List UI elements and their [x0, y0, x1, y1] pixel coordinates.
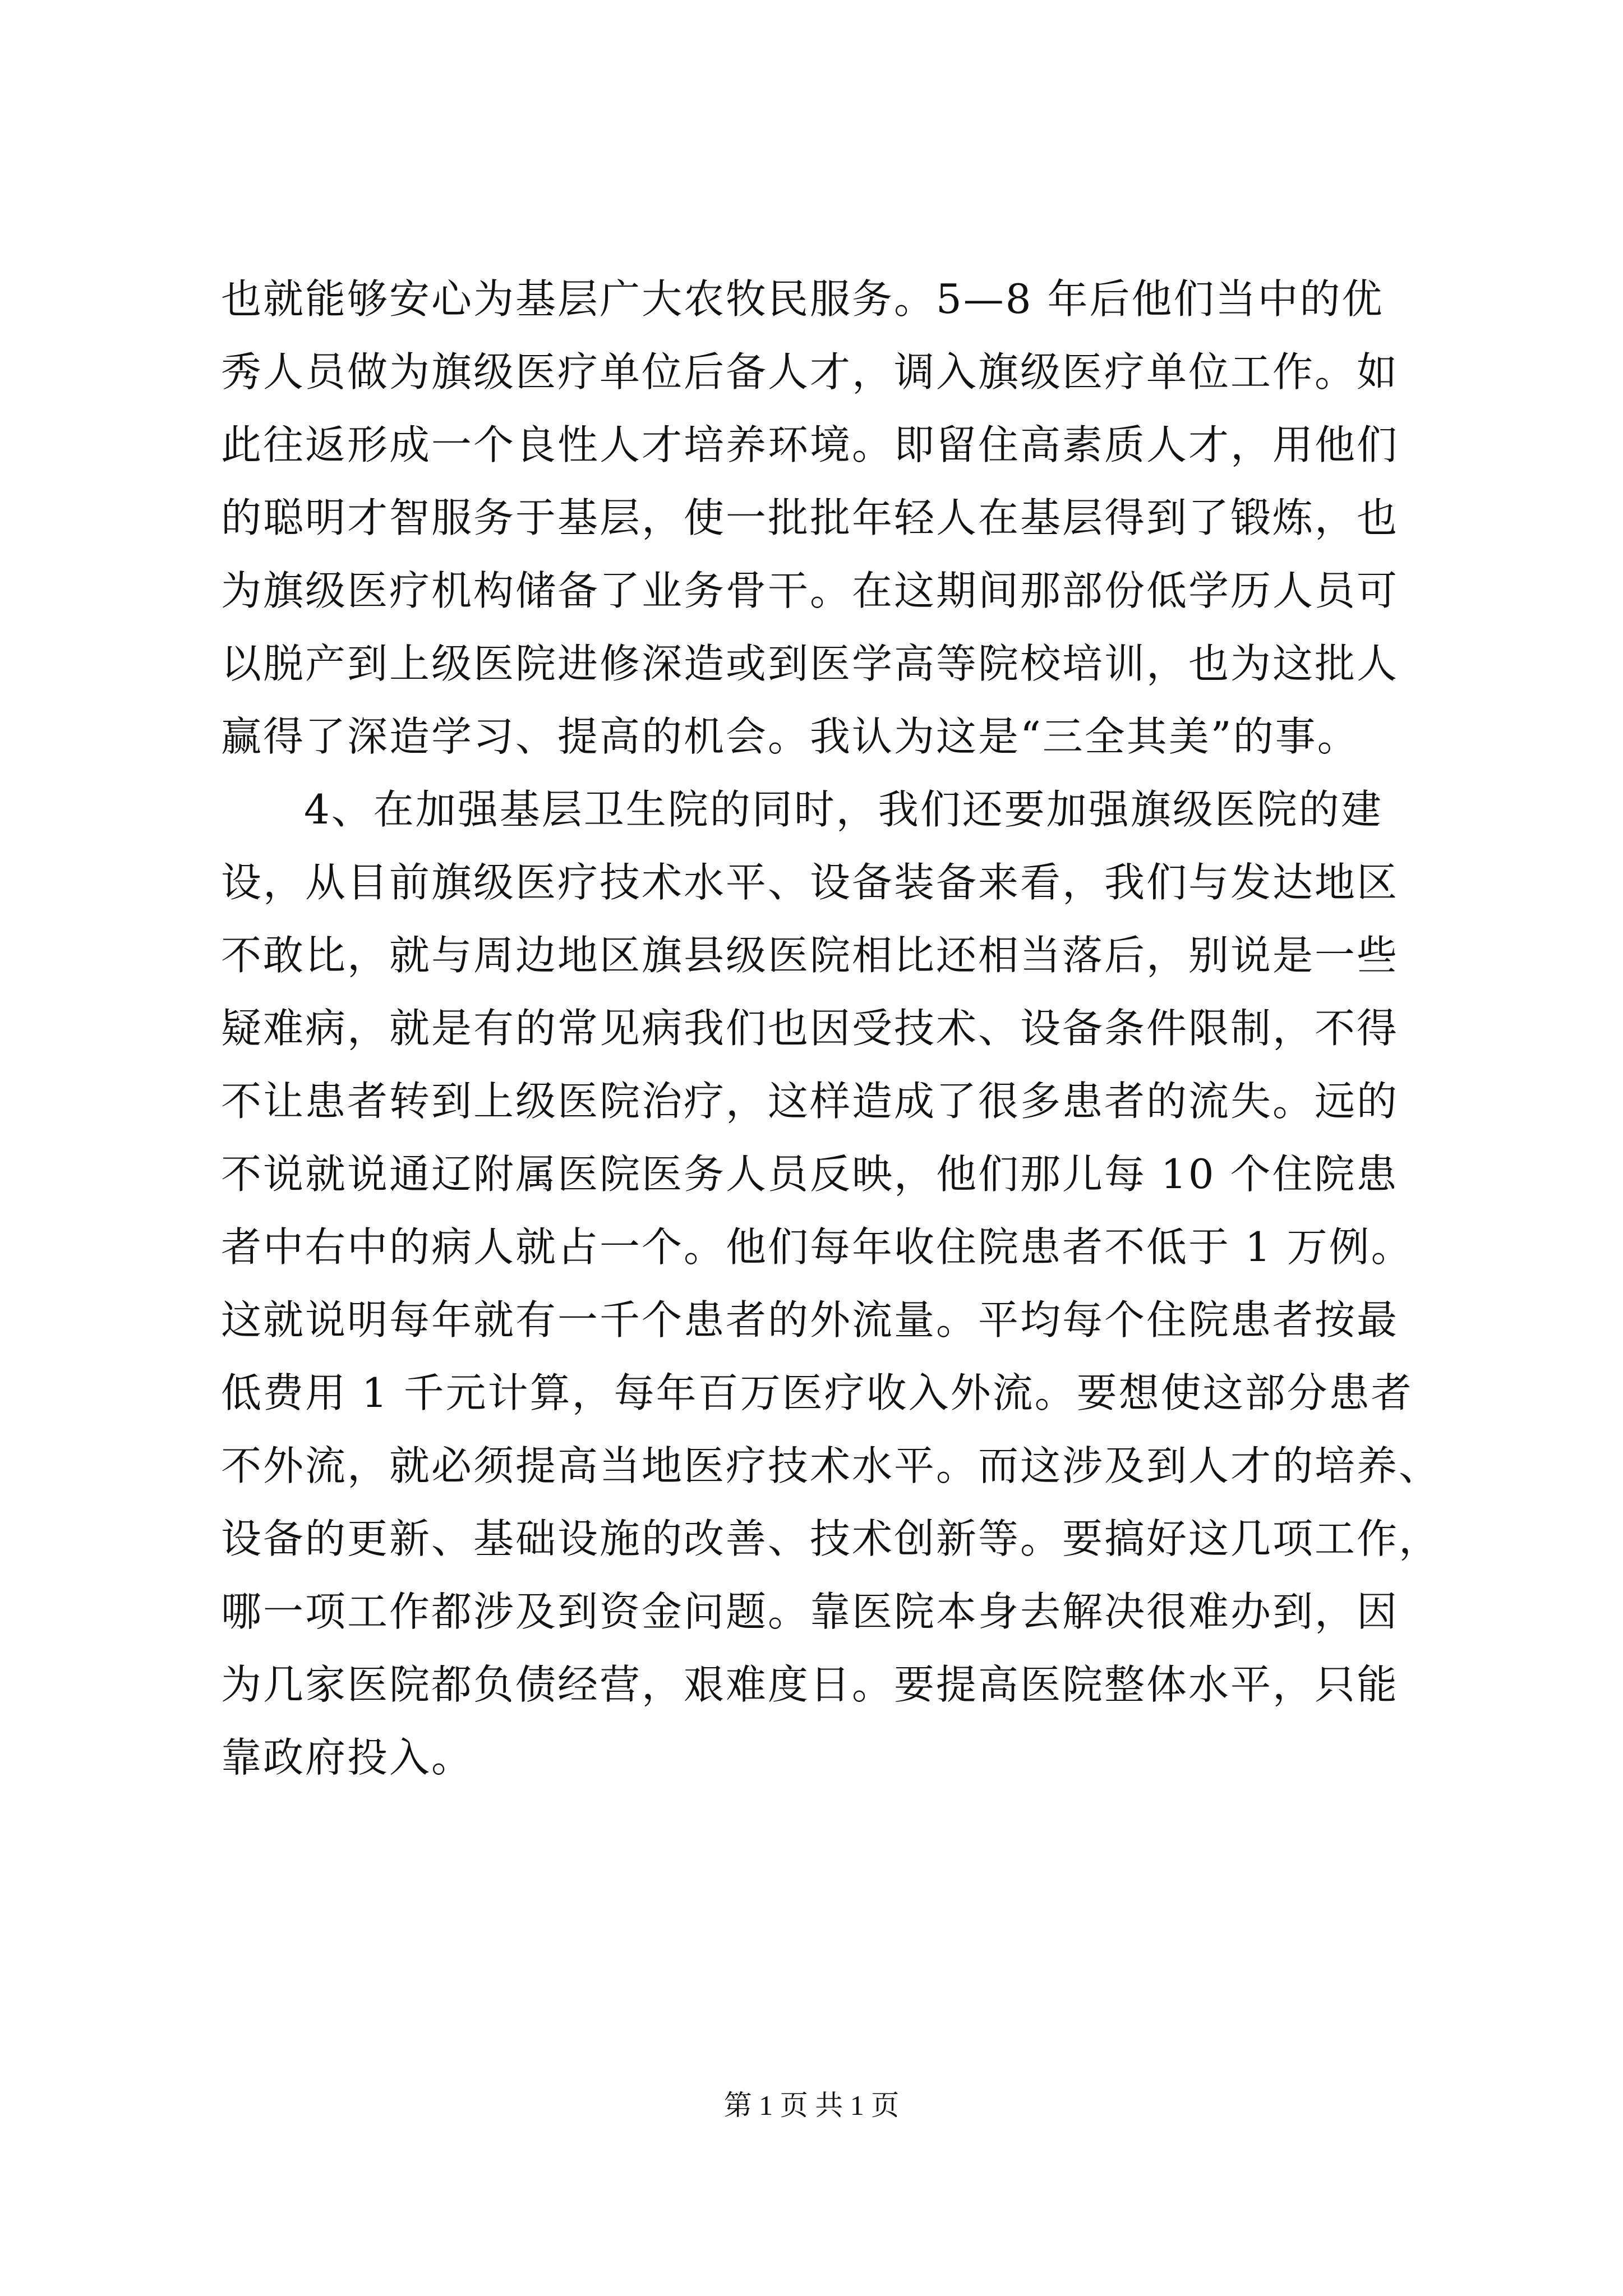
paragraph-line: 不外流，就必须提高当地医疗技术水平。而这涉及到人才的培养、	[221, 1442, 1441, 1489]
paragraph-line: 靠政府投入。	[221, 1734, 474, 1781]
paragraph-line: 为旗级医疗机构储备了业务骨干。在这期间那部份低学历人员可	[221, 567, 1399, 614]
paragraph-line: 秀人员做为旗级医疗单位后备人才，调入旗级医疗单位工作。如	[221, 348, 1399, 395]
paragraph-line: 哪一项工作都涉及到资金问题。靠医院本身去解决很难办到，因	[221, 1588, 1399, 1635]
paragraph-line: 4、在加强基层卫生院的同时，我们还要加强旗级医院的建	[304, 786, 1383, 833]
paragraph-line: 者中右中的病人就占一个。他们每年收住院患者不低于 1 万例。	[221, 1223, 1413, 1271]
paragraph-line: 也就能够安心为基层广大农牧民服务。5—8 年后他们当中的优	[221, 275, 1384, 323]
paragraph-line: 这就说明每年就有一千个患者的外流量。平均每个住院患者按最	[221, 1296, 1399, 1343]
paragraph-line: 设备的更新、基础设施的改善、技术创新等。要搞好这几项工作，	[221, 1515, 1441, 1562]
paragraph-line: 此往返形成一个良性人才培养环境。即留住高素质人才，用他们	[221, 421, 1399, 468]
page-footer: 第 1 页 共 1 页	[723, 2090, 900, 2121]
paragraph-line: 低费用 1 千元计算，每年百万医疗收入外流。要想使这部分患者	[221, 1369, 1413, 1416]
paragraph-line: 疑难病，就是有的常见病我们也因受技术、设备条件限制，不得	[221, 1005, 1399, 1052]
paragraph-line: 赢得了深造学习、提高的机会。我认为这是“三全其美”的事。	[221, 713, 1359, 760]
paragraph-line: 为几家医院都负债经营，艰难度日。要提高医院整体水平，只能	[221, 1661, 1399, 1708]
paragraph-line: 的聪明才智服务于基层，使一批批年轻人在基层得到了锻炼，也	[221, 494, 1399, 541]
paragraph-line: 以脱产到上级医院进修深造或到医学高等院校培训，也为这批人	[221, 640, 1399, 687]
paragraph-line: 设，从目前旗级医疗技术水平、设备装备来看，我们与发达地区	[221, 859, 1399, 906]
paragraph-line: 不说就说通辽附属医院医务人员反映，他们那儿每 10 个住院患	[221, 1151, 1399, 1198]
paragraph-line: 不敢比，就与周边地区旗县级医院相比还相当落后，别说是一些	[221, 932, 1399, 979]
paragraph-line: 不让患者转到上级医院治疗，这样造成了很多患者的流失。远的	[221, 1078, 1399, 1125]
body-text	[221, 263, 1441, 1794]
